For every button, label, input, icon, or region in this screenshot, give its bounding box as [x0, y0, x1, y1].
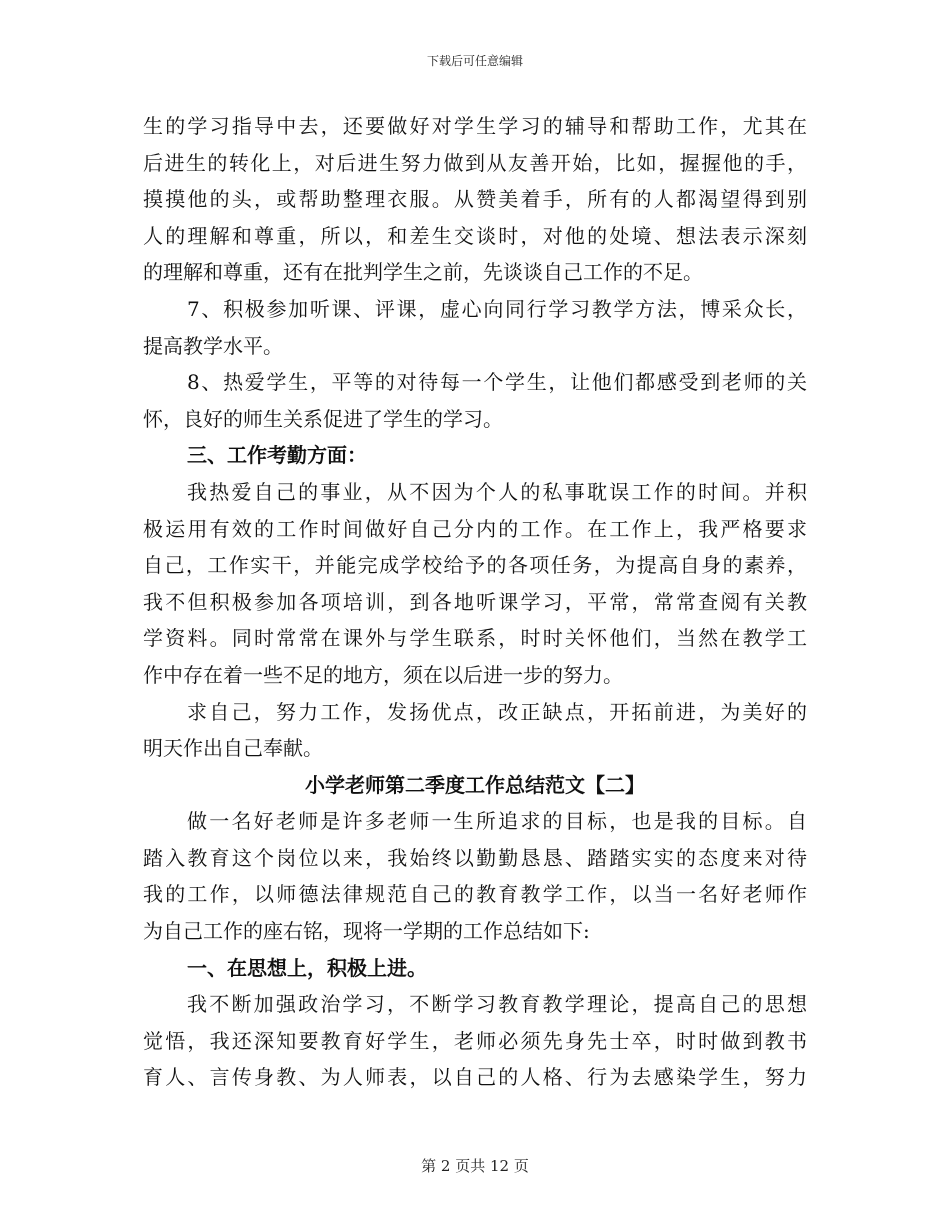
paragraph-line: 生的学习指导中去，还要做好对学生学习的辅导和帮助工作，尤其在 — [143, 114, 807, 138]
paragraph-line: 我不断加强政治学习，不断学习教育教学理论，提高自己的思想 — [187, 992, 807, 1017]
paragraph-line: 的理解和尊重，还有在批判学生之前，先谈谈自己工作的不足。 — [143, 260, 703, 285]
paragraph-line: 我不但积极参加各项培训，到各地听课学习，平常，常常查阅有关教 — [143, 589, 807, 614]
page-header: 下载后可任意编辑 — [426, 54, 523, 68]
paragraph-line: 摸摸他的头，或帮助整理衣服。从赞美着手，所有的人都渴望得到别 — [143, 187, 807, 212]
paragraph-line: 我热爱自己的事业，从不因为个人的私事耽误工作的时间。并积 — [187, 479, 807, 504]
paragraph-line: 怀，良好的师生关系促进了学生的学习。 — [143, 406, 503, 431]
paragraph-line: 踏入教育这个岗位以来，我始终以勤勤恳恳、踏踏实实的态度来对待 — [143, 845, 807, 870]
paragraph-line: 为自己工作的座右铭，现将一学期的工作总结如下: — [143, 919, 590, 944]
document-title: 小学老师第二季度工作总结范文【二】 — [305, 772, 645, 797]
paragraph-line: 8、热爱学生，平等的对待每一个学生，让他们都感受到老师的关 — [187, 370, 807, 395]
paragraph-line: 育人、言传身教、为人师表，以自己的人格、行为去感染学生，努力 — [143, 1065, 807, 1090]
section-heading: 一、在思想上，积极上进。 — [187, 955, 427, 980]
paragraph-line: 做一名好老师是许多老师一生所追求的目标，也是我的目标。自 — [187, 809, 807, 834]
page-footer: 第 2 页共 12 页 — [421, 1157, 529, 1175]
section-heading: 三、工作考勤方面： — [187, 443, 367, 468]
paragraph-line: 后进生的转化上，对后进生努力做到从友善开始，比如，握握他的手， — [143, 150, 807, 175]
paragraph-line: 求自己，努力工作，发扬优点，改正缺点，开拓前进，为美好的 — [187, 699, 807, 724]
paragraph-line: 提高教学水平。 — [143, 333, 283, 358]
paragraph-line: 人的理解和尊重，所以，和差生交谈时，对他的处境、想法表示深刻 — [143, 223, 807, 248]
paragraph-line: 学资料。同时常常在课外与学生联系，时时关怀他们，当然在教学工 — [143, 626, 807, 651]
paragraph-line: 觉悟，我还深知要教育好学生，老师必须先身先士卒，时时做到教书 — [143, 1028, 807, 1053]
paragraph-line: 我的工作，以师德法律规范自己的教育教学工作，以当一名好老师作 — [143, 882, 807, 907]
paragraph-line: 7、积极参加听课、评课，虚心向同行学习教学方法，博采众长， — [187, 296, 807, 321]
paragraph-line: 作中存在着一些不足的地方，须在以后进一步的努力。 — [143, 662, 623, 687]
paragraph-line: 自己，工作实干，并能完成学校给予的各项任务，为提高自身的素养， — [143, 553, 807, 578]
document-body — [143, 108, 807, 1096]
paragraph-line: 明天作出自己奉献。 — [143, 736, 323, 761]
paragraph-line: 极运用有效的工作时间做好自己分内的工作。在工作上，我严格要求 — [143, 516, 807, 541]
